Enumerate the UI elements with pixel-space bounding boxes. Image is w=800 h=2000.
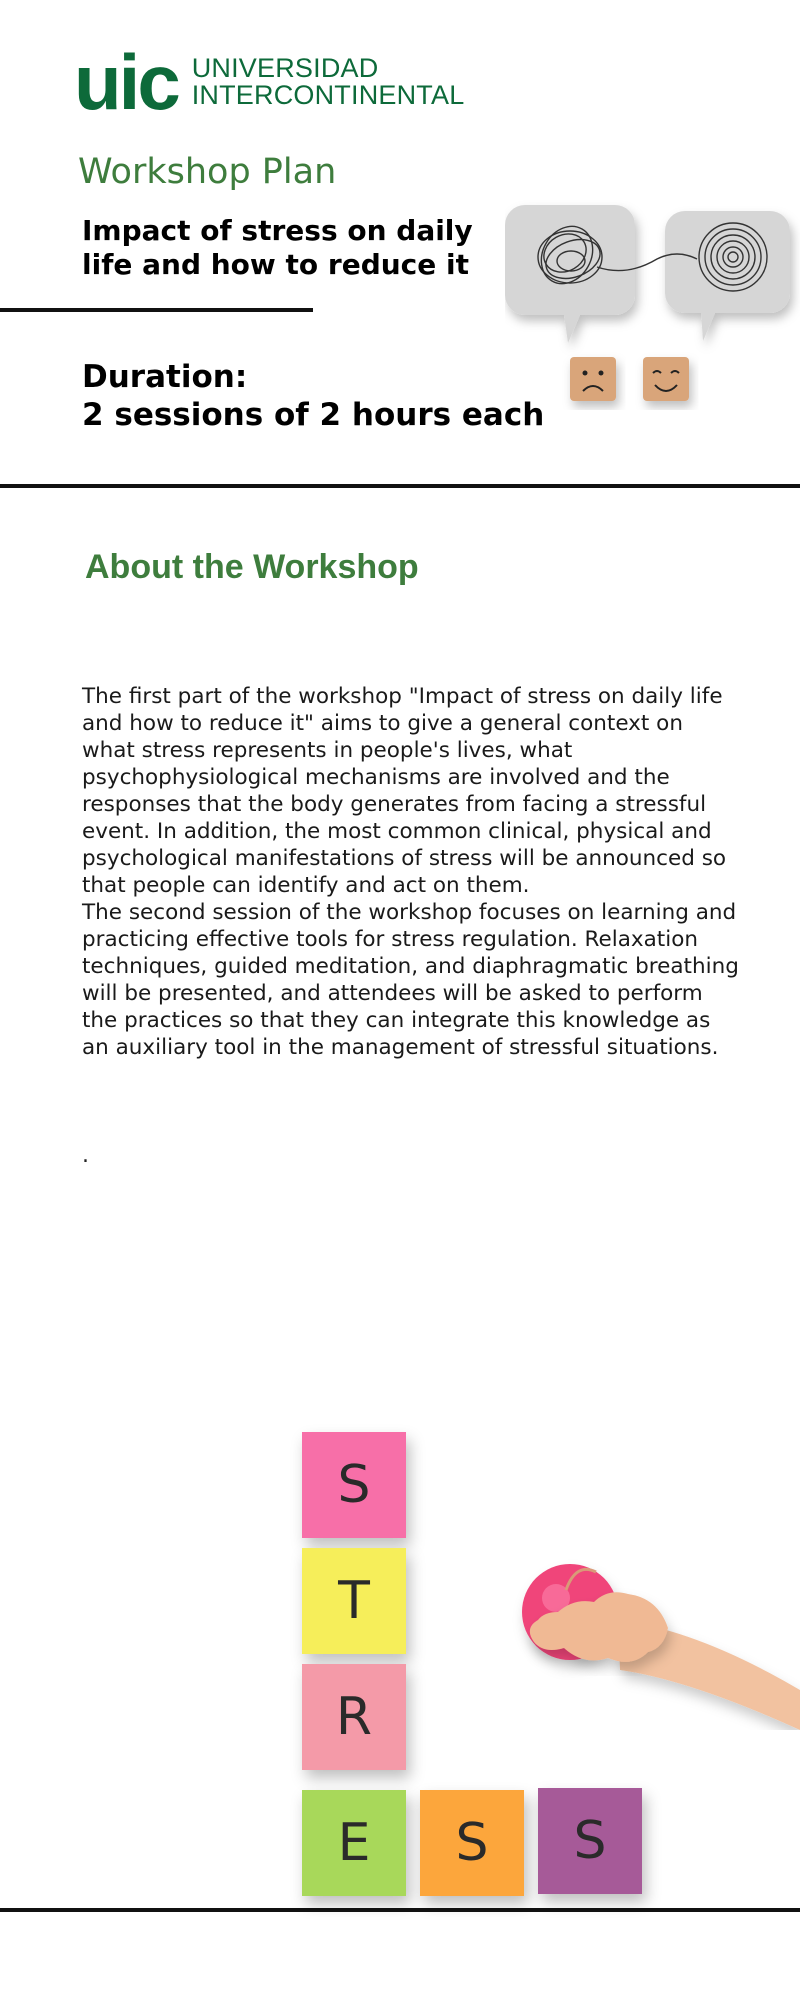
short-divider bbox=[0, 308, 313, 312]
about-paragraph-1: The first part of the workshop "Impact of stress on daily life and how to reduce it" aims to give a general context on what stress represents in people's lives, what psychophysiological mechanisms are involved and the responses that the body generates from facing a stressful event. In addition, the most common clinical, physical and psychological manifestations of stress will be announced so that people can identify and act on them. bbox=[82, 684, 727, 898]
happy-face-cube-icon bbox=[643, 357, 689, 401]
sticky-note-s2: S bbox=[420, 1790, 524, 1896]
sticky-note-e: E bbox=[302, 1790, 406, 1896]
stress-bubbles-illustration bbox=[505, 195, 800, 415]
about-heading: About the Workshop bbox=[85, 548, 419, 586]
logo-mark: uic bbox=[74, 38, 178, 126]
logo-line-1: UNIVERSIDAD bbox=[191, 53, 379, 83]
right-speech-bubble bbox=[665, 211, 790, 341]
logo-wordmark bbox=[192, 55, 465, 109]
university-logo bbox=[74, 38, 465, 126]
trailing-dot: . bbox=[82, 1143, 89, 1168]
workshop-title-line-2: life and how to reduce it bbox=[82, 248, 469, 281]
hand-squeezing-ball-icon bbox=[508, 1550, 800, 1730]
sticky-note-r: R bbox=[302, 1664, 406, 1770]
plan-title: Workshop Plan bbox=[78, 152, 337, 192]
logo-line-2: INTERCONTINENTAL bbox=[191, 80, 465, 110]
sticky-note-t: T bbox=[302, 1548, 406, 1654]
footer-divider bbox=[0, 1908, 800, 1912]
about-description bbox=[82, 683, 742, 1061]
duration-value: 2 sessions of 2 hours each bbox=[82, 397, 545, 433]
sad-face-cube-icon bbox=[570, 357, 616, 401]
workshop-title-line-1: Impact of stress on daily bbox=[82, 214, 473, 247]
duration-block bbox=[82, 358, 544, 434]
duration-label: Duration: bbox=[82, 359, 248, 395]
sticky-note-s3: S bbox=[538, 1788, 642, 1894]
workshop-title bbox=[82, 214, 482, 282]
section-divider bbox=[0, 484, 800, 488]
about-paragraph-2: The second session of the workshop focuses on learning and practicing effective tools for stress regulation. Relaxation techniques, guided meditation, and diaphragmatic breathing will be presented, and attendees will be asked to perform the practices so that they can integrate this knowledge as an auxiliary tool in the management of stressful situations. bbox=[82, 900, 739, 1060]
sticky-note-s1: S bbox=[302, 1432, 406, 1538]
stress-sticky-notes-illustration bbox=[290, 1420, 800, 1900]
